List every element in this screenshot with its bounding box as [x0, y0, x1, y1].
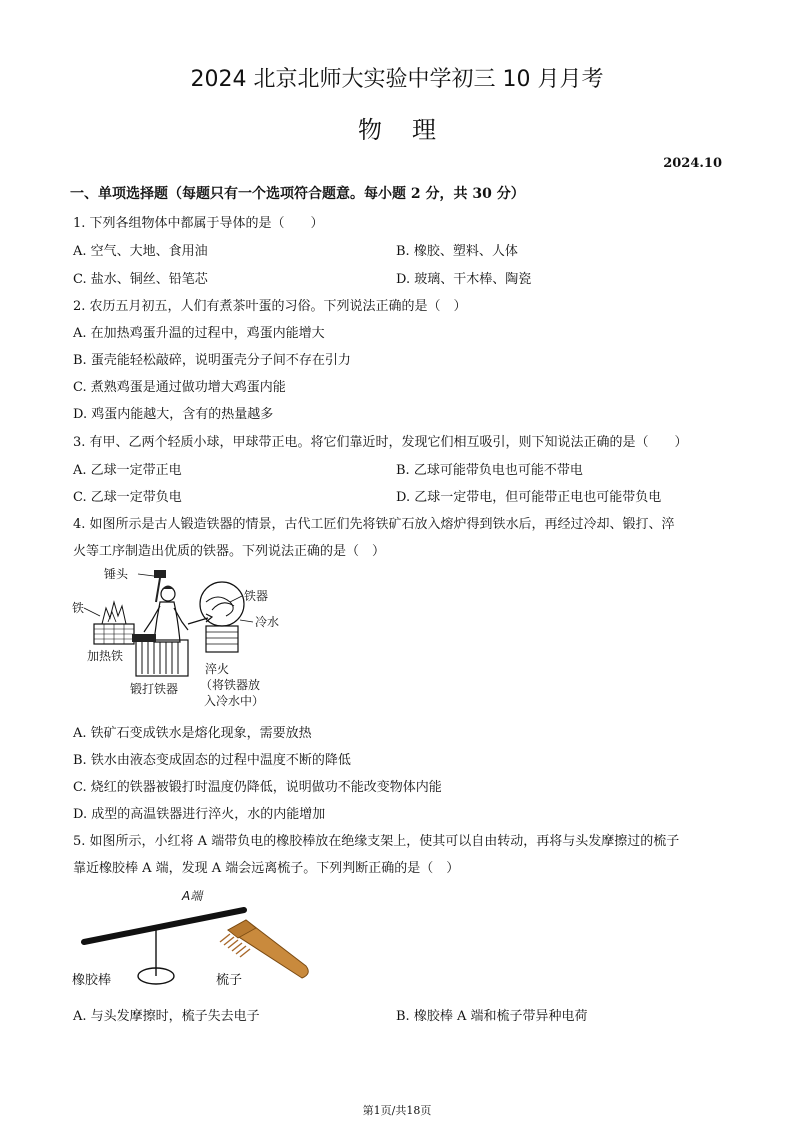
- q2-option-c: C. 煮熟鸡蛋是通过做功增大鸡蛋内能: [73, 380, 286, 395]
- q5-option-a: A. 与头发摩擦时，梳子失去电子: [73, 1009, 260, 1024]
- fig-label-rod: 橡胶棒: [72, 973, 112, 988]
- q2-option-d: D. 鸡蛋内能越大，含有的热量越多: [73, 407, 274, 422]
- subject-title: 物理: [358, 116, 466, 144]
- q1-option-c: C. 盐水、铜丝、铅笔芯: [73, 272, 208, 287]
- q4-stem-line2: 火等工序制造出优质的铁器。下列说法正确的是（ ）: [73, 544, 386, 559]
- q2-option-a: A. 在加热鸡蛋升温的过程中，鸡蛋内能增大: [73, 326, 325, 341]
- quench-bucket-icon: [200, 582, 244, 652]
- forging-illustration: [70, 562, 300, 720]
- q4-option-a: A. 铁矿石变成铁水是熔化现象，需要放热: [73, 726, 312, 741]
- q3-option-c: C. 乙球一定带负电: [73, 490, 182, 505]
- section-heading: 一、单项选择题（每题只有一个选项符合题意。每小题 2 分，共 30 分）: [70, 186, 525, 202]
- fig-label-forging: 锻打铁器: [130, 682, 179, 696]
- q3-option-d: D. 乙球一定带电，但可能带正电也可能带负电: [396, 490, 662, 505]
- furnace-icon: [94, 602, 134, 644]
- fig-label-quench: 淬火: [205, 662, 230, 676]
- q3-stem: 3. 有甲、乙两个轻质小球，甲球带正电。将它们靠近时，发现它们相互吸引，则下知说法正确的是（ ）: [73, 435, 688, 450]
- fig-label-quench-note2: 入冷水中）: [204, 694, 265, 708]
- exam-date: 2024.10: [663, 156, 722, 171]
- page-title: 2024 北京北师大实验中学初三 10 月月考: [190, 67, 604, 92]
- q1-option-d: D. 玻璃、干木棒、陶瓷: [396, 272, 532, 287]
- q4-option-b: B. 铁水由液态变成固态的过程中温度不断的降低: [73, 753, 351, 768]
- q3-option-a: A. 乙球一定带正电: [73, 463, 182, 478]
- q2-option-b: B. 蛋壳能轻松敲碎，说明蛋壳分子间不存在引力: [73, 353, 351, 368]
- fig-label-a-end: A端: [182, 889, 203, 903]
- fig-label-heating: 加热铁: [87, 649, 124, 663]
- q2-stem: 2. 农历五月初五，人们有煮茶叶蛋的习俗。下列说法正确的是（ ）: [73, 299, 467, 314]
- rubber-rod: [84, 910, 244, 942]
- fig-label-iron: 铁: [72, 601, 85, 615]
- q1-option-b: B. 橡胶、塑料、人体: [396, 244, 518, 259]
- fig-label-quench-note1: （将铁器放: [200, 678, 261, 692]
- blacksmith-figure: [144, 586, 188, 643]
- q3-option-b: B. 乙球可能带负电也可能不带电: [396, 463, 583, 478]
- q5-stem-line1: 5. 如图所示，小红将 A 端带负电的橡胶棒放在绝缘支架上，使其可以自由转动，再将与头发摩擦过的梳子: [73, 834, 680, 849]
- fig-label-ironware: 铁器: [244, 589, 269, 603]
- q4-stem-line1: 4. 如图所示是古人锻造铁器的情景，古代工匠们先将铁矿石放入熔炉得到铁水后，再经过冷却、锻打、淬: [73, 517, 675, 532]
- rod-comb-diagram: [70, 880, 320, 992]
- page-number: 第1页/共18页: [362, 1104, 432, 1117]
- anvil-icon: [132, 634, 188, 676]
- q5-option-b: B. 橡胶棒 A 端和梳子带异种电荷: [396, 1009, 588, 1024]
- q4-option-d: D. 成型的高温铁器进行淬火，水的内能增加: [73, 807, 326, 822]
- fig-label-cold-water: 冷水: [255, 615, 280, 629]
- q5-stem-line2: 靠近橡胶棒 A 端，发现 A 端会远离梳子。下列判断正确的是（ ）: [73, 861, 460, 876]
- q1-stem: 1. 下列各组物体中都属于导体的是（ ）: [73, 216, 324, 231]
- fig-label-hammer: 锤头: [104, 567, 129, 581]
- q4-option-c: C. 烧红的铁器被锻打时温度仍降低，说明做功不能改变物体内能: [73, 780, 442, 795]
- fig-label-comb: 梳子: [216, 973, 243, 988]
- q1-option-a: A. 空气、大地、食用油: [73, 244, 208, 259]
- comb-icon: [220, 920, 308, 978]
